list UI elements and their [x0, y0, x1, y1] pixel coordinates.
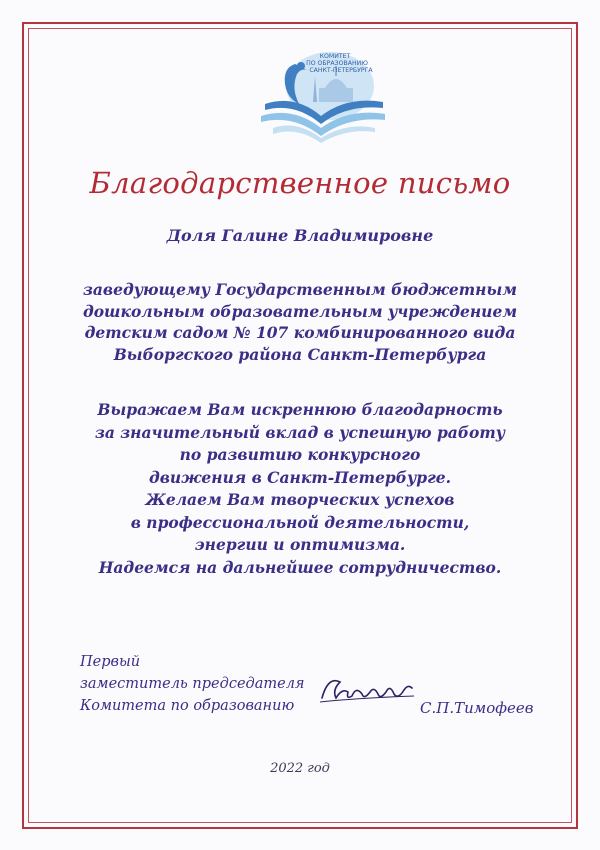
message-line: за значительный вклад в успешную работу	[94, 422, 506, 442]
position-line: детским садом № 107 комбинированного вида	[84, 323, 516, 342]
recipient-position	[40, 279, 560, 365]
position-line: дошкольным образовательным учреждением	[82, 301, 518, 321]
logo-line-1: КОМИТЕТ	[319, 53, 351, 60]
logo-line-2: ПО ОБРАЗОВАНИЮ	[306, 60, 368, 67]
year: 2022 год	[270, 761, 330, 776]
message-line: Желаем Вам творческих успехов	[145, 490, 455, 509]
signature-icon	[318, 668, 418, 712]
gratitude-message	[40, 399, 560, 579]
message-line: в профессиональной деятельности,	[130, 512, 470, 532]
committee-logo-icon	[255, 44, 390, 144]
logo-line-3: САНКТ-ПЕТЕРБУРГА	[309, 67, 373, 74]
message-line: движения в Санкт-Петербурге.	[148, 467, 452, 487]
position-line: Выборгского района Санкт-Петербурга	[113, 344, 487, 364]
message-line: энергии и оптимизма.	[194, 535, 406, 554]
recipient-name: Доля Галине Владимировне	[166, 226, 434, 245]
message-line: по развитию конкурсного	[179, 445, 421, 464]
signer-title-line: заместитель председателя	[80, 676, 305, 692]
letter-title: Благодарственное письмо	[89, 166, 511, 200]
message-line: Выражаем Вам искреннюю благодарность	[97, 400, 503, 419]
signer-title-line: Первый	[80, 654, 141, 670]
signer-name: С.П.Тимофеев	[420, 699, 534, 717]
position-line: заведующему Государственным бюджетным	[83, 280, 517, 299]
message-line: Надеемся на дальнейшее сотрудничество.	[98, 557, 502, 577]
signer-title	[80, 651, 320, 717]
signer-title-line: Комитета по образованию	[80, 698, 295, 714]
